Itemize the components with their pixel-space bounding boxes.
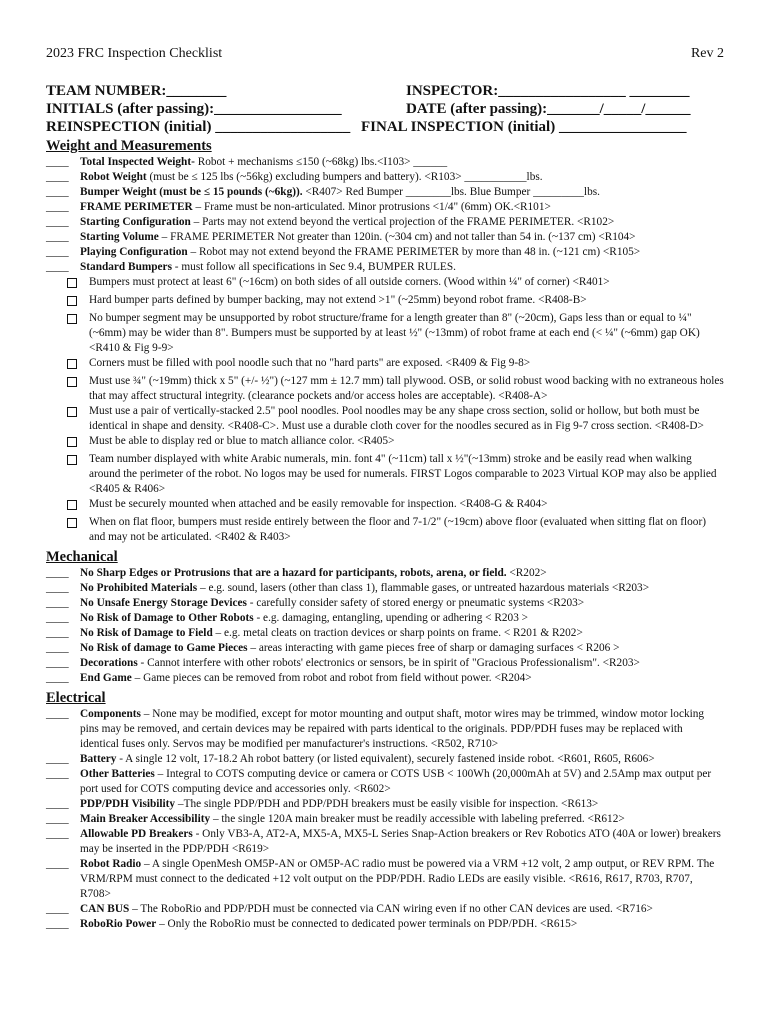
item-description: - must follow all specifications in Sec 9.4, BUMPER RULES. — [171, 261, 456, 273]
mechanical-item — [46, 581, 724, 596]
item-description: – Only the RoboRio must be connected to dedicated power terminals on PDP/PDH. <R615> — [156, 918, 578, 930]
item-description: – Frame must be non-articulated. Minor protrusions <1/4" (6mm) OK.<R101> — [192, 201, 551, 213]
item-description: – e.g. metal cleats on traction devices or sharp points on frame. < R201 & R202> — [212, 627, 583, 639]
item-description: (must be ≤ 125 lbs (~56kg) excluding bumpers and battery). <R103> ___________lbs. — [146, 171, 543, 183]
check-blank[interactable]: ____ — [46, 261, 69, 273]
document-title: 2023 FRC Inspection Checklist — [46, 46, 223, 61]
item-description: – Robot may not extend beyond the FRAME PERIMETER by more than 48 in. (~121 cm) <R105> — [187, 246, 641, 258]
item-text — [80, 671, 724, 686]
bumper-sub-item — [46, 374, 724, 404]
checkbox[interactable] — [67, 434, 81, 452]
check-blank[interactable]: ____ — [46, 903, 69, 915]
mechanical-item — [46, 611, 724, 626]
item-title: Other Batteries — [80, 768, 155, 780]
mechanical-item — [46, 656, 724, 671]
item-title: Playing Configuration — [80, 246, 188, 258]
electrical-item — [46, 707, 724, 752]
bumper-sub-item — [46, 497, 724, 515]
check-blank[interactable]: ____ — [46, 828, 69, 840]
check-blank[interactable]: ____ — [46, 597, 69, 609]
item-title: No Prohibited Materials — [80, 582, 198, 594]
sub-item-text: Must be able to display red or blue to match alliance color. <R405> — [89, 435, 395, 447]
item-text — [80, 797, 724, 812]
bumper-sub-item — [46, 452, 724, 497]
checkbox[interactable] — [67, 275, 81, 293]
checkbox[interactable] — [67, 515, 81, 545]
item-title: No Risk of damage to Game Pieces — [80, 642, 248, 654]
mechanical-item — [46, 626, 724, 641]
check-blank[interactable]: ____ — [46, 156, 69, 168]
item-text — [80, 767, 724, 797]
checkbox[interactable] — [67, 356, 81, 374]
item-title: Components — [80, 708, 141, 720]
mechanical-item — [46, 566, 724, 581]
check-blank[interactable]: ____ — [46, 858, 69, 870]
item-description: – Integral to COTS computing device or camera or COTS USB < 100Wh (20,000mAh at 5V) and 2.5Amp max output per port used for COTS computing device and accessories only. <R602> — [80, 768, 712, 795]
item-text — [80, 260, 724, 275]
checkbox[interactable] — [67, 452, 81, 497]
item-title: No Risk of Damage to Other Robots — [80, 612, 254, 624]
check-blank[interactable]: ____ — [46, 753, 69, 765]
signature-fields — [46, 82, 724, 136]
weight-item — [46, 185, 724, 200]
sub-item-text: Team number displayed with white Arabic numerals, min. font 4" (~11cm) tall x ½"(~13mm) stroke and be easily read when walking around the perimeter of the robot. No logos may be used for numerals. FIRST Logos comparable to 2023 Virtual KOP may also be applied <R405 & R406> — [89, 453, 717, 495]
item-title: FRAME PERIMETER — [80, 201, 193, 213]
inspector-field[interactable]: INSPECTOR:_________________ ________ — [406, 83, 690, 99]
mechanical-item — [46, 671, 724, 686]
team-number-field[interactable]: TEAM NUMBER:________ — [46, 83, 227, 99]
item-text — [80, 626, 724, 641]
item-title: Total Inspected Weight- — [80, 156, 195, 168]
electrical-item — [46, 812, 724, 827]
item-description: –The single PDP/PDH and PDP/PDH breakers must be easily visible for inspection. <R613> — [175, 798, 599, 810]
item-description: - Cannot interfere with other robots' electronics or sensors, be in spirit of "Gracious Professionalism". <R203> — [137, 657, 640, 669]
sub-item-text: No bumper segment may be unsupported by robot structure/frame for a length greater than 8" (~20cm), Gaps less than or equal to ¼" (~6mm) may be wider than 8". Bumpers must be supported by at least ½" (~13mm) of robot frame at each end (< ¼" (~6mm) gap OK) <R410 & Fig 9-9> — [89, 312, 700, 354]
weight-item — [46, 215, 724, 230]
check-blank[interactable]: ____ — [46, 918, 69, 930]
electrical-item — [46, 917, 724, 932]
item-text — [80, 752, 724, 767]
item-text — [80, 230, 724, 245]
item-description: – Game pieces can be removed from robot and robot from field without power. <R204> — [131, 672, 532, 684]
check-blank[interactable]: ____ — [46, 246, 69, 258]
mechanical-item — [46, 641, 724, 656]
item-title: Allowable PD Breakers — [80, 828, 193, 840]
electrical-item — [46, 827, 724, 857]
sub-item-text: Must use ¾" (~19mm) thick x 5" (+/- ½") (~127 mm ± 12.7 mm) tall plywood. OSB, or solid robust wood backing with no extraneous holes that may affect structural integrity. (clearance pockets and/or access holes are acceptable). <R408-A> — [89, 375, 724, 402]
item-description: - A single 12 volt, 17-18.2 Ah robot battery (or listed equivalent), securely fastened inside robot. <R601, R605, R606> — [116, 753, 655, 765]
page-header — [46, 46, 724, 68]
sub-item-text: When on flat floor, bumpers must reside entirely between the floor and 7-1/2" (~19cm) above floor (evaluated when sitting flat on floor) and may not be articulated. <R402 & R403> — [89, 516, 706, 543]
item-text — [80, 566, 724, 581]
item-title: Starting Volume — [80, 231, 159, 243]
check-blank[interactable]: ____ — [46, 201, 69, 213]
item-title: End Game — [80, 672, 132, 684]
check-blank[interactable]: ____ — [46, 798, 69, 810]
checkbox[interactable] — [67, 311, 81, 356]
sub-item-text: Bumpers must protect at least 6" (~16cm) on both sides of all outside corners. (Wood within ¼" of corner) <R401> — [89, 276, 610, 288]
revision-label: Rev 2 — [690, 46, 724, 61]
bumper-sub-item — [46, 404, 724, 434]
item-text — [80, 215, 724, 230]
item-description: – e.g. sound, lasers (other than class 1), flammable gases, or untreated hazardous materials <R203> — [197, 582, 650, 594]
electrical-item — [46, 797, 724, 812]
date-field[interactable]: DATE (after passing):_______/_____/______ — [406, 101, 691, 117]
weight-item — [46, 260, 724, 275]
item-text — [80, 857, 724, 902]
reinspection-field[interactable]: REINSPECTION (initial) __________________ — [46, 119, 351, 135]
weight-heading: Weight and Measurements — [46, 138, 212, 154]
check-blank[interactable]: ____ — [46, 567, 69, 579]
check-blank[interactable]: ____ — [46, 768, 69, 780]
checkbox[interactable] — [67, 497, 81, 515]
mechanical-items — [46, 566, 724, 686]
sub-item-text: Hard bumper parts defined by bumper backing, may not extend >1" (~25mm) beyond robot frame. <R408-B> — [89, 294, 587, 306]
checkbox[interactable] — [67, 293, 81, 311]
checkbox[interactable] — [67, 404, 81, 434]
check-blank[interactable]: ____ — [46, 612, 69, 624]
weight-item — [46, 245, 724, 260]
check-blank[interactable]: ____ — [46, 231, 69, 243]
weight-item — [46, 170, 724, 185]
weight-item — [46, 155, 724, 170]
sub-item-text: Must be securely mounted when attached and be easily removable for inspection. <R408-G & R404> — [89, 498, 548, 510]
weight-item — [46, 230, 724, 245]
item-description: – None may be modified, except for motor mounting and output shaft, motor wires may be trimmed, window motor locking pins may be removed, and certain devices may be repaired with parts identical to the originals. PDP/PDH fuses may be replaced with identical fuses only. Servos may be modified per manufacturer's instructions. <R502, R710> — [80, 708, 705, 750]
item-text — [80, 827, 724, 857]
item-title: Standard Bumpers — [80, 261, 172, 273]
item-text — [80, 902, 724, 917]
item-description: – the single 120A main breaker must be readily accessible with labeling preferred. <R612> — [210, 813, 625, 825]
item-title: CAN BUS — [80, 903, 130, 915]
bumper-sub-item — [46, 311, 724, 356]
mechanical-heading: Mechanical — [46, 549, 118, 565]
electrical-heading: Electrical — [46, 690, 106, 706]
item-title: Bumper Weight (must be ≤ 15 pounds (~6kg)). — [80, 186, 303, 198]
final-inspection-field[interactable]: FINAL INSPECTION (initial) _________________ — [361, 119, 687, 135]
item-title: Decorations — [80, 657, 138, 669]
item-description: - carefully consider safety of stored energy or pneumatic systems <R203> — [246, 597, 585, 609]
item-text — [80, 596, 724, 611]
electrical-item — [46, 752, 724, 767]
sub-item-text: Must use a pair of vertically-stacked 2.5" pool noodles. Pool noodles may be any shape cross section, solid or hollow, but both must be identical in shape and density. <R408-C>. Must use a durable cloth cover for the noodles secured as in Fig 9-7 cross section. <R408-D> — [89, 405, 704, 432]
check-blank[interactable]: ____ — [46, 216, 69, 228]
sub-item-text: Corners must be filled with pool noodle such that no "hard parts" are exposed. <R409 & Fig 9-8> — [89, 357, 531, 369]
item-title: RoboRio Power — [80, 918, 157, 930]
bumper-sub-item — [46, 434, 724, 452]
item-description: <R407> Red Bumper ________lbs. Blue Bumper _________lbs. — [302, 186, 600, 198]
item-text — [80, 917, 724, 932]
item-text — [80, 185, 724, 200]
item-text — [80, 641, 724, 656]
check-blank[interactable]: ____ — [46, 642, 69, 654]
item-title: No Sharp Edges or Protrusions that are a hazard for participants, robots, arena, or field. — [80, 567, 507, 579]
check-blank[interactable]: ____ — [46, 813, 69, 825]
check-blank[interactable]: ____ — [46, 627, 69, 639]
check-blank[interactable]: ____ — [46, 708, 69, 720]
item-title: No Unsafe Energy Storage Devices — [80, 597, 247, 609]
item-description: – FRAME PERIMETER Not greater than 120in. (~304 cm) and not taller than 54 in. (~137 cm) <R104> — [158, 231, 636, 243]
item-text — [80, 155, 724, 170]
item-description: – Parts may not extend beyond the vertical projection of the FRAME PERIMETER. <R102> — [190, 216, 615, 228]
item-text — [80, 611, 724, 626]
check-blank[interactable]: ____ — [46, 582, 69, 594]
bumper-sub-item — [46, 275, 724, 293]
check-blank[interactable]: ____ — [46, 171, 69, 183]
item-title: Robot Weight — [80, 171, 147, 183]
item-text — [80, 812, 724, 827]
item-text — [80, 245, 724, 260]
item-description: - Only VB3-A, AT2-A, MX5-A, MX5-L Series Snap-Action breakers or Rev Robotics ATO (40A or lower) breakers may be inserted in the PDP/PDH <R619> — [80, 828, 721, 855]
check-blank[interactable]: ____ — [46, 186, 69, 198]
bumper-sub-item — [46, 293, 724, 311]
item-text — [80, 170, 724, 185]
item-text — [80, 581, 724, 596]
item-title: Starting Configuration — [80, 216, 191, 228]
electrical-items — [46, 707, 724, 932]
item-title: No Risk of Damage to Field — [80, 627, 213, 639]
item-description: – areas interacting with game pieces free of sharp or damaging surfaces < R206 > — [247, 642, 620, 654]
check-blank[interactable]: ____ — [46, 672, 69, 684]
item-description: - e.g. damaging, entangling, upending or adhering < R203 > — [253, 612, 529, 624]
item-title: Battery — [80, 753, 117, 765]
checkbox[interactable] — [67, 374, 81, 404]
weight-item — [46, 200, 724, 215]
mechanical-item — [46, 596, 724, 611]
weight-items — [46, 155, 724, 275]
item-title: Robot Radio — [80, 858, 142, 870]
electrical-item — [46, 902, 724, 917]
item-description: – A single OpenMesh OM5P-AN or OM5P-AC radio must be powered via a VRM +12 volt, 2 amp output, or REV RPM. The VRM/RPM must connect to the dedicated +12 volt output on the PDP/PDH. Radio LEDs are easily visible. <R616, R617, R703, R707, R708> — [80, 858, 715, 900]
item-description: Robot + mechanisms ≤150 (~68kg) lbs.<I103> ______ — [194, 156, 448, 168]
item-text — [80, 200, 724, 215]
item-description: <R202> — [506, 567, 547, 579]
electrical-item — [46, 857, 724, 902]
item-description: – The RoboRio and PDP/PDH must be connected via CAN wiring even if no other CAN devices are used. <R716> — [129, 903, 653, 915]
bumper-sub-items — [46, 275, 724, 545]
checklist-page — [46, 40, 724, 932]
bumper-sub-item — [46, 515, 724, 545]
bumper-sub-item — [46, 356, 724, 374]
item-text — [80, 707, 724, 752]
item-title: PDP/PDH Visibility — [80, 798, 176, 810]
check-blank[interactable]: ____ — [46, 657, 69, 669]
initials-field[interactable]: INITIALS (after passing):_________________ — [46, 101, 342, 117]
item-text — [80, 656, 724, 671]
electrical-item — [46, 767, 724, 797]
item-title: Main Breaker Accessibility — [80, 813, 211, 825]
